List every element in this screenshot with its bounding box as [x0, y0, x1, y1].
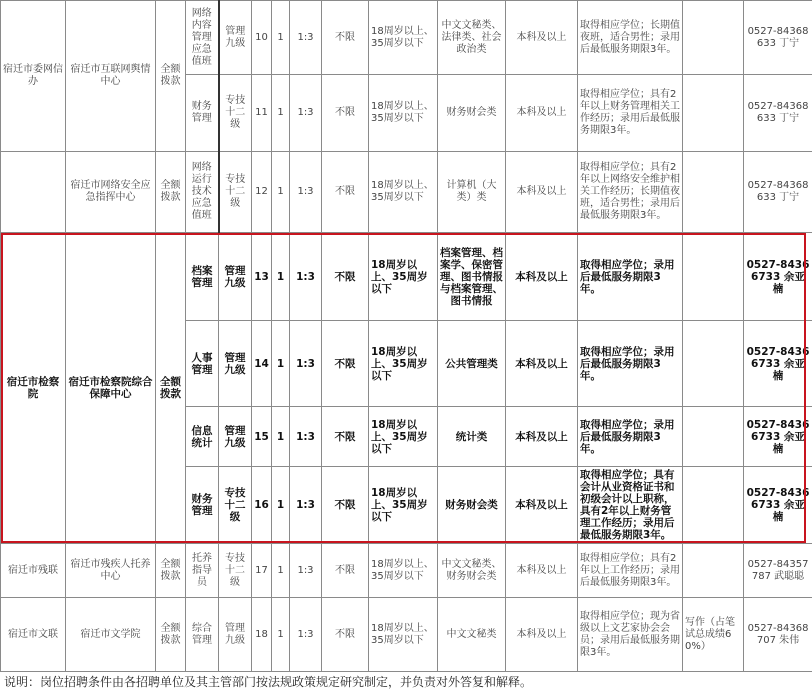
- gender-cell: 不限: [322, 407, 369, 467]
- age-cell: 18周岁以上、35周岁以下: [369, 1, 438, 75]
- major-cell: 财务财会类: [438, 75, 506, 152]
- ratio-cell: 1:3: [290, 152, 322, 233]
- other-cell: 取得相应学位；录用后最低服务期限3年。: [578, 321, 683, 407]
- ratio-cell: 1:3: [290, 467, 322, 544]
- dept-cell: 宿迁市残联: [1, 544, 66, 598]
- table-row: [1, 152, 812, 233]
- position-cell: 信息统计: [186, 407, 219, 467]
- education-cell: 本科及以上: [506, 467, 578, 544]
- education-cell: 本科及以上: [506, 75, 578, 152]
- code-cell: 11: [252, 75, 272, 152]
- category-cell: 管理九级: [219, 598, 252, 672]
- ratio-cell: 1:3: [290, 407, 322, 467]
- count-cell: 1: [272, 467, 290, 544]
- remark-cell: 写作（占笔试总成绩60%）: [683, 598, 744, 672]
- major-cell: 中文文秘类: [438, 598, 506, 672]
- table-row: [1, 544, 812, 598]
- count-cell: 1: [272, 598, 290, 672]
- contact-cell: 0527-84368707 朱伟: [744, 598, 812, 672]
- gender-cell: 不限: [322, 233, 369, 321]
- gender-cell: 不限: [322, 467, 369, 544]
- funding-cell: 全额拨款: [156, 598, 186, 672]
- remark-cell: [683, 152, 744, 233]
- category-cell: 专技十二级: [219, 467, 252, 544]
- dept-cell: 宿迁市文联: [1, 598, 66, 672]
- age-cell: 18周岁以上、35周岁以下: [369, 152, 438, 233]
- code-cell: 16: [252, 467, 272, 544]
- table-row: [1, 233, 812, 321]
- ratio-cell: 1:3: [290, 1, 322, 75]
- funding-cell: 全额拨款: [156, 1, 186, 152]
- age-cell: 18周岁以上、35周岁以下: [369, 598, 438, 672]
- age-cell: 18周岁以上、35周岁以下: [369, 407, 438, 467]
- ratio-cell: 1:3: [290, 233, 322, 321]
- position-cell: 人事管理: [186, 321, 219, 407]
- dept-cell: [1, 152, 66, 233]
- gender-cell: 不限: [322, 544, 369, 598]
- education-cell: 本科及以上: [506, 233, 578, 321]
- code-cell: 12: [252, 152, 272, 233]
- unit-cell: 宿迁市残疾人托养中心: [66, 544, 156, 598]
- code-cell: 17: [252, 544, 272, 598]
- dept-cell: 宿迁市检察院: [1, 233, 66, 544]
- category-cell: 管理九级: [219, 233, 252, 321]
- position-cell: 网络内容管理应急值班: [186, 1, 219, 75]
- contact-cell: 0527-84366733 余亚楠: [744, 233, 812, 321]
- category-cell: 管理九级: [219, 407, 252, 467]
- other-cell: 取得相应学位；具有2年以上网络安全维护相关工作经历；长期值夜班，适合男性；录用后最低服务期限3年。: [578, 152, 683, 233]
- remark-cell: [683, 467, 744, 544]
- count-cell: 1: [272, 75, 290, 152]
- major-cell: 中文文秘类、财务财会类: [438, 544, 506, 598]
- remark-cell: [683, 321, 744, 407]
- position-cell: 综合管理: [186, 598, 219, 672]
- table-row: [1, 598, 812, 672]
- remark-cell: [683, 544, 744, 598]
- ratio-cell: 1:3: [290, 75, 322, 152]
- contact-cell: 0527-84368633 丁宁: [744, 152, 812, 233]
- funding-cell: 全额拨款: [156, 152, 186, 233]
- gender-cell: 不限: [322, 321, 369, 407]
- education-cell: 本科及以上: [506, 407, 578, 467]
- contact-cell: 0527-84366733 余亚楠: [744, 467, 812, 544]
- age-cell: 18周岁以上、35周岁以下: [369, 75, 438, 152]
- code-cell: 14: [252, 321, 272, 407]
- gender-cell: 不限: [322, 75, 369, 152]
- count-cell: 1: [272, 152, 290, 233]
- other-cell: 取得相应学位；具有会计从业资格证书和初级会计以上职称，具有2年以上财务管理工作经历；录用后最低服务期限3年。: [578, 467, 683, 544]
- category-cell: 管理九级: [219, 321, 252, 407]
- major-cell: 中文文秘类、法律类、社会政治类: [438, 1, 506, 75]
- position-cell: 托养指导员: [186, 544, 219, 598]
- contact-cell: 0527-84357787 武聪聪: [744, 544, 812, 598]
- ratio-cell: 1:3: [290, 544, 322, 598]
- major-cell: 公共管理类: [438, 321, 506, 407]
- position-cell: 财务管理: [186, 75, 219, 152]
- unit-cell: 宿迁市文学院: [66, 598, 156, 672]
- major-cell: 财务财会类: [438, 467, 506, 544]
- code-cell: 18: [252, 598, 272, 672]
- unit-cell: 宿迁市互联网舆情中心: [66, 1, 156, 152]
- contact-cell: 0527-84368633 丁宁: [744, 1, 812, 75]
- code-cell: 13: [252, 233, 272, 321]
- count-cell: 1: [272, 1, 290, 75]
- education-cell: 本科及以上: [506, 321, 578, 407]
- gender-cell: 不限: [322, 152, 369, 233]
- category-cell: 专技十二级: [219, 152, 252, 233]
- count-cell: 1: [272, 407, 290, 467]
- contact-cell: 0527-84366733 余亚楠: [744, 407, 812, 467]
- education-cell: 本科及以上: [506, 1, 578, 75]
- unit-cell: 宿迁市检察院综合保障中心: [66, 233, 156, 544]
- dept-cell: 宿迁市委网信办: [1, 1, 66, 152]
- category-cell: 专技十二级: [219, 544, 252, 598]
- other-cell: 取得相应学位；具有2年以上财务管理相关工作经历；录用后最低服务期限3年。: [578, 75, 683, 152]
- code-cell: 10: [252, 1, 272, 75]
- age-cell: 18周岁以上、35周岁以下: [369, 321, 438, 407]
- ratio-cell: 1:3: [290, 598, 322, 672]
- remark-cell: [683, 75, 744, 152]
- count-cell: 1: [272, 321, 290, 407]
- education-cell: 本科及以上: [506, 598, 578, 672]
- funding-cell: 全额拨款: [156, 233, 186, 544]
- education-cell: 本科及以上: [506, 544, 578, 598]
- other-cell: 取得相应学位；录用后最低服务期限3年。: [578, 407, 683, 467]
- age-cell: 18周岁以上、35周岁以下: [369, 467, 438, 544]
- funding-cell: 全额拨款: [156, 544, 186, 598]
- remark-cell: [683, 407, 744, 467]
- position-cell: 财务管理: [186, 467, 219, 544]
- position-cell: 网络运行技术应急值班: [186, 152, 219, 233]
- contact-cell: 0527-84368633 丁宁: [744, 75, 812, 152]
- ratio-cell: 1:3: [290, 321, 322, 407]
- contact-cell: 0527-84366733 余亚楠: [744, 321, 812, 407]
- gender-cell: 不限: [322, 598, 369, 672]
- education-cell: 本科及以上: [506, 152, 578, 233]
- other-cell: 取得相应学位；具有2年以上工作经历；录用后最低服务期限3年。: [578, 544, 683, 598]
- major-cell: 计算机（大类）类: [438, 152, 506, 233]
- other-cell: 取得相应学位；录用后最低服务期限3年。: [578, 233, 683, 321]
- code-cell: 15: [252, 407, 272, 467]
- category-cell: 管理九级: [219, 1, 252, 75]
- unit-cell: 宿迁市网络安全应急指挥中心: [66, 152, 156, 233]
- age-cell: 18周岁以上、35周岁以下: [369, 544, 438, 598]
- major-cell: 统计类: [438, 407, 506, 467]
- other-cell: 取得相应学位；长期值夜班，适合男性；录用后最低服务期限3年。: [578, 1, 683, 75]
- position-cell: 档案管理: [186, 233, 219, 321]
- other-cell: 取得相应学位；现为省级以上文艺家协会会员；录用后最低服务期限3年。: [578, 598, 683, 672]
- table-row: [1, 1, 812, 75]
- gender-cell: 不限: [322, 1, 369, 75]
- category-cell: 专技十二级: [219, 75, 252, 152]
- count-cell: 1: [272, 544, 290, 598]
- count-cell: 1: [272, 233, 290, 321]
- age-cell: 18周岁以上、35周岁以下: [369, 233, 438, 321]
- major-cell: 档案管理、档案学、保密管理、图书情报与档案管理、图书情报: [438, 233, 506, 321]
- remark-cell: [683, 1, 744, 75]
- remark-cell: [683, 233, 744, 321]
- footer-note: 说明：岗位招聘条件由各招聘单位及其主管部门按法规政策规定研究制定，并负责对外答复和解释。: [0, 671, 812, 692]
